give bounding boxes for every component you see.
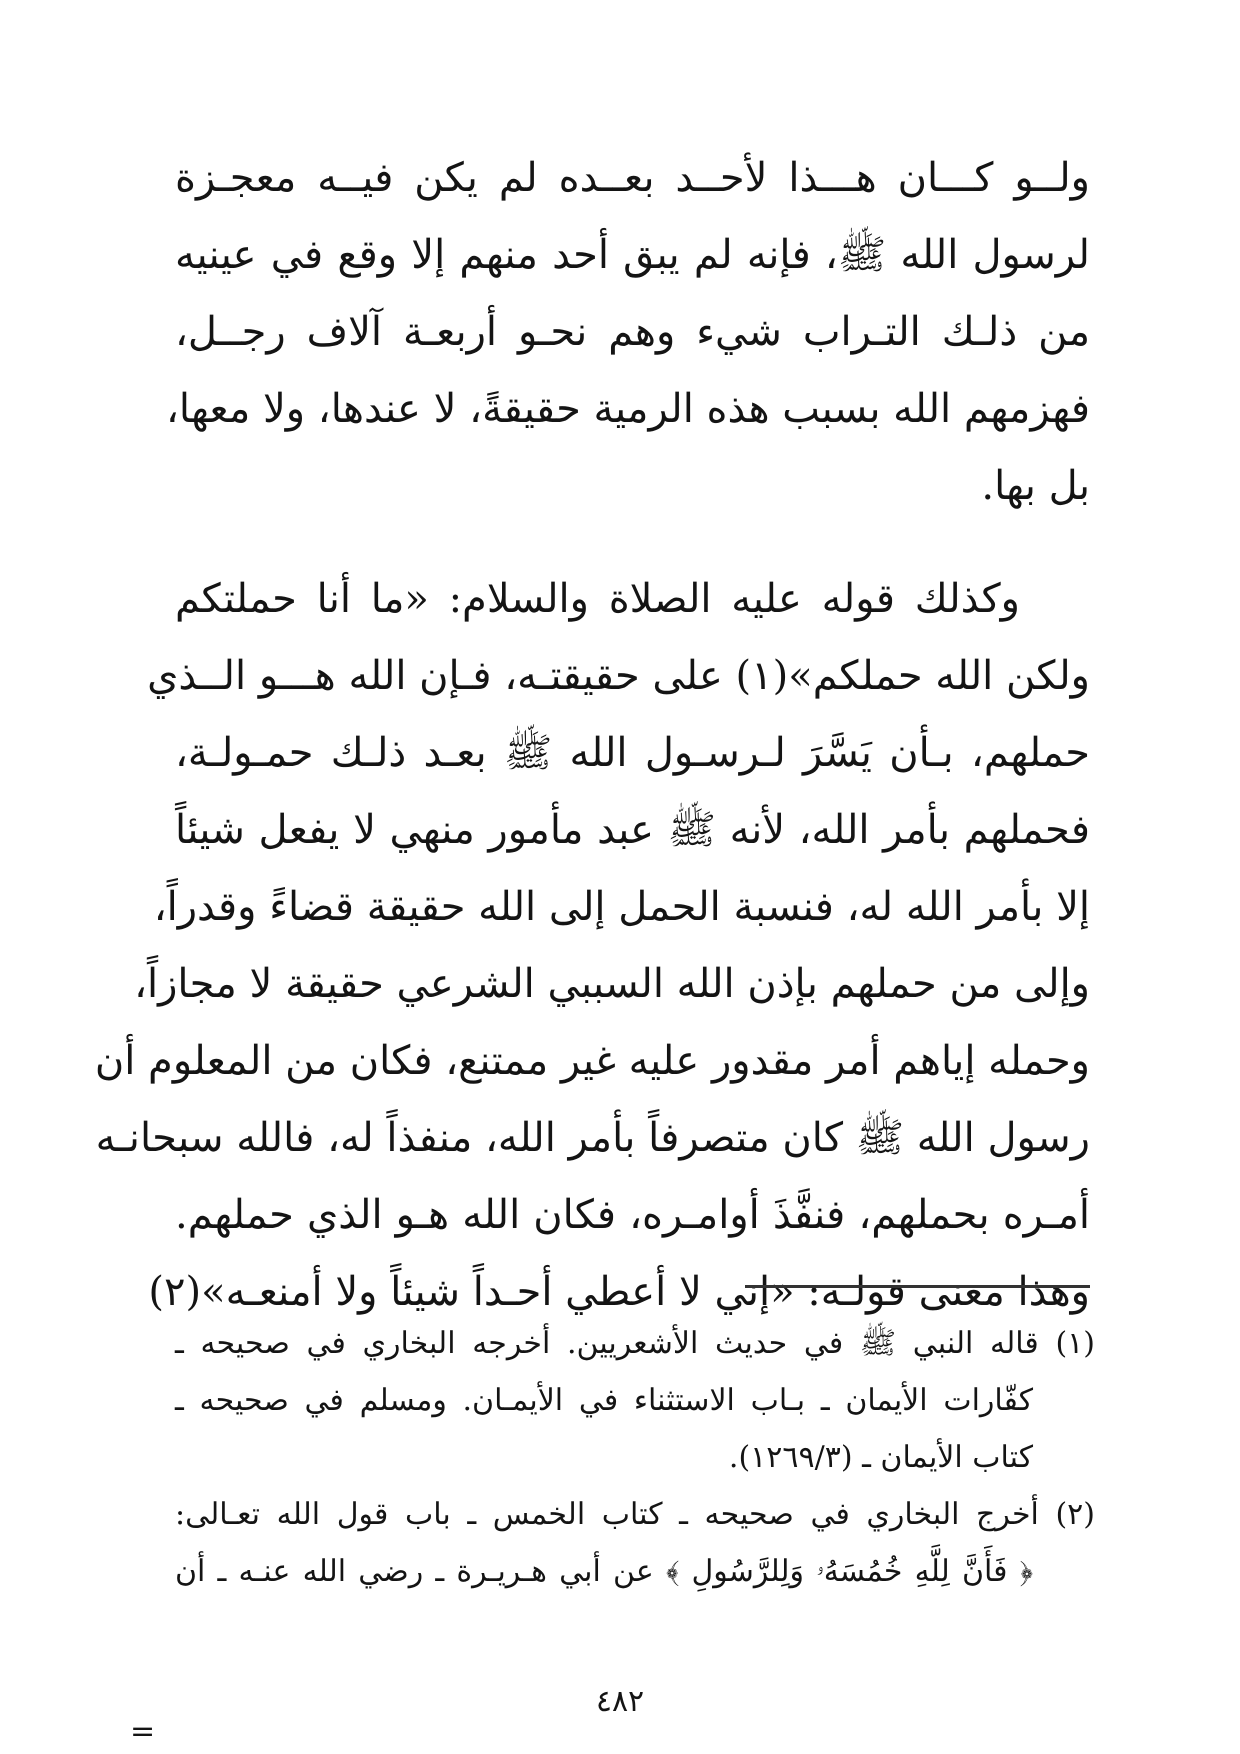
main-text (94, 140, 1090, 1331)
footnote-line: (١) قاله النبي ﷺ في حديث الأشعريين. أخرجه البخاري في صحيحه ـ (175, 1326, 1095, 1361)
text-line: حملهم، بـأن يَسَّرَ لـرسـول الله ﷺ بعـد ذلـك حمـولـة، (175, 730, 1090, 776)
text-line: رسول الله ﷺ كان متصرفاً بأمر الله، منفذاً له، فالله سبحانـه (95, 1115, 1090, 1161)
text-line: وهذا معنى قولـه: «إني لا أعطي أحـداً شيئاً ولا أمنعـه»(٢) (148, 1269, 1090, 1315)
footnote-line: ﴿ فَأَنَّ لِلَّهِ خُمُسَهُۥ وَلِلرَّسُولِ ﴾ عن أبي هـريـرة ـ رضي الله عنـه ـ أن (175, 1554, 1033, 1589)
text-line: أمـره بحملهم، فنفَّذَ أوامـره، فكان الله هـو الذي حملهم. (175, 1192, 1090, 1238)
text-line: ولــو كـــان هـــذا لأحــد بعــده لم يكن فيــه معجـزة (175, 155, 1090, 201)
footnote-line: كفّارات الأيمان ـ بـاب الاستثناء في الأيمـان. ومسلم في صحيحه ـ (175, 1383, 1033, 1418)
paragraph-gap (175, 525, 1090, 561)
footnote-1 (175, 1315, 1095, 1486)
footnote-separator (745, 1285, 1090, 1288)
text-line: فهزمهم الله بسبب هذه الرمية حقيقةً، لا عندها، ولا معها، (165, 386, 1090, 432)
footnote-2 (175, 1486, 1095, 1600)
text-line: بل بها. (981, 463, 1090, 509)
footnote-continuation-mark: = (130, 1714, 156, 1749)
text-line: فحملهم بأمر الله، لأنه ﷺ عبد مأمور منهي لا يفعل شيئاً (175, 807, 1090, 853)
paragraph-1 (165, 140, 1090, 525)
text-line: ولكن الله حملكم»(١) على حقيقتـه، فـإن الله هـــو الــذي (147, 653, 1090, 699)
footnote-line: كتاب الأيمان ـ (١٢٦٩/٣). (728, 1440, 1033, 1475)
page-number: ٤٨٢ (595, 1684, 645, 1719)
text-line: من ذلـك التـراب شيء وهم نحـو أربعـة آلاف رجــل، (175, 309, 1090, 355)
text-line: وحمله إياهم أمر مقدور عليه غير ممتنع، فكان من المعلوم أن (94, 1038, 1090, 1084)
text-line: وإلى من حملهم بإذن الله السببي الشرعي حقيقة لا مجازاً، (134, 961, 1090, 1007)
footnotes (175, 1315, 1095, 1600)
text-line: لرسول الله ﷺ، فإنه لم يبق أحد منهم إلا وقع في عينيه (175, 232, 1090, 278)
paragraph-2 (94, 561, 1090, 1331)
footnote-line: (٢) أخرج البخاري في صحيحه ـ كتاب الخمس ـ باب قول الله تعـالى: (175, 1497, 1095, 1532)
text-line: وكذلك قوله عليه الصلاة والسلام: «ما أنا حملتكم (175, 576, 1020, 622)
text-line: إلا بأمر الله له، فنسبة الحمل إلى الله حقيقة قضاءً وقدراً، (153, 884, 1090, 930)
